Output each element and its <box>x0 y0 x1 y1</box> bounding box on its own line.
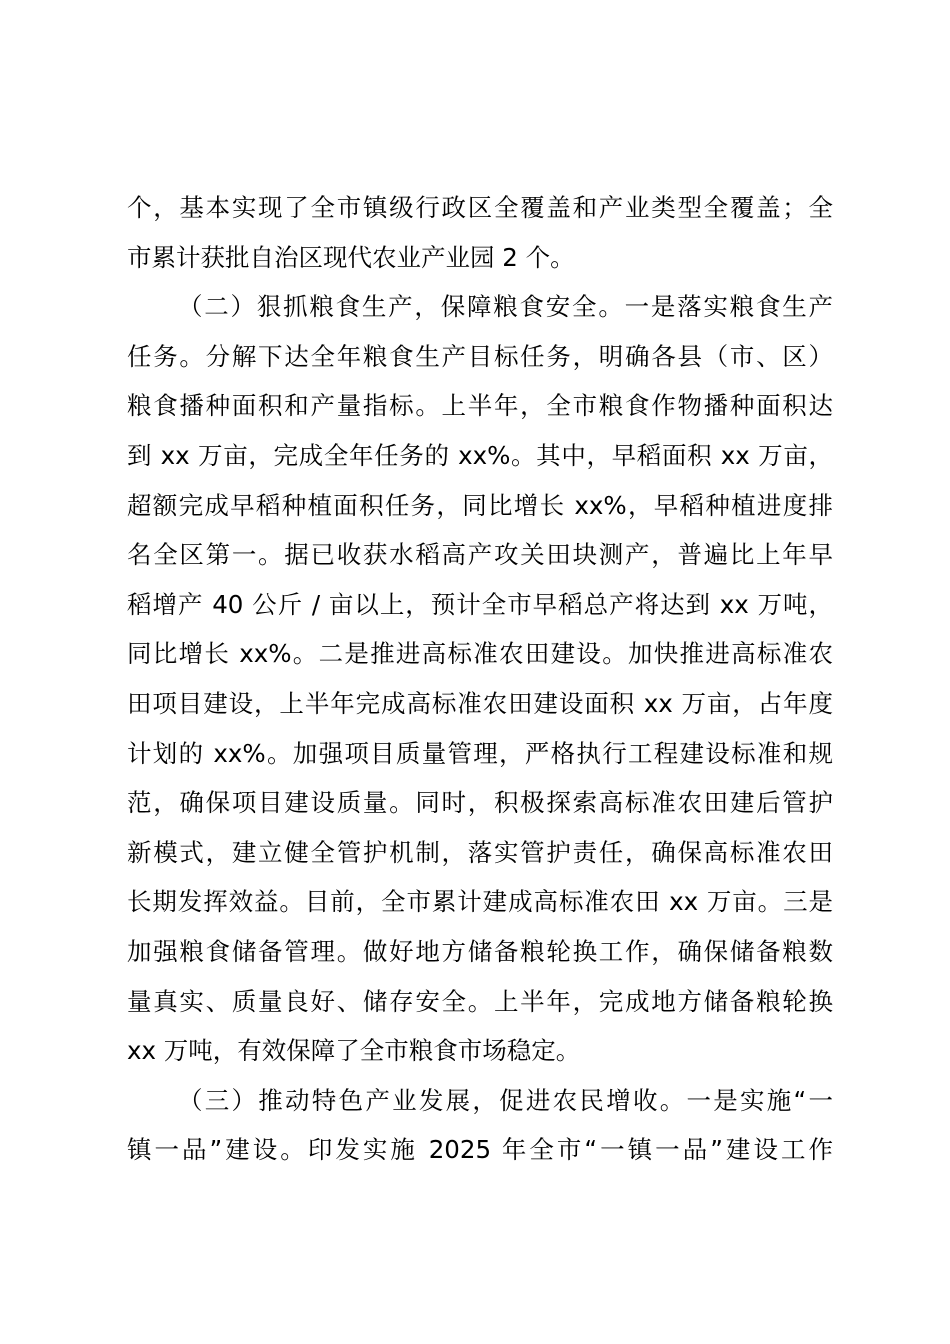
text-line: 同比增长 xx%。二是推进高标准农田建设。加快推进高标准农 <box>127 639 833 669</box>
text-line: 任务。分解下达全年粮食生产目标任务，明确各县（市、区） <box>127 341 833 371</box>
text-line: 个，基本实现了全市镇级行政区全覆盖和产业类型全覆盖；全 <box>127 193 833 222</box>
text-line: 镇一品”建设。印发实施 2025 年全市“一镇一品”建设工作 <box>127 1135 833 1165</box>
section-heading-line: （二）狠抓粮食生产，保障粮食安全。一是落实粮食生产 <box>178 292 833 322</box>
text-line: 新模式，建立健全管护机制，落实管护责任，确保高标准农田 <box>127 837 833 867</box>
text-line: 加强粮食储备管理。做好地方储备粮轮换工作，确保储备粮数 <box>127 936 833 966</box>
text-line: 长期发挥效益。目前，全市累计建成高标准农田 xx 万亩。三是 <box>127 887 833 917</box>
text-line: 计划的 xx%。加强项目质量管理，严格执行工程建设标准和规 <box>127 738 833 768</box>
text-line: 稻增产 40 公斤 / 亩以上，预计全市早稻总产将达到 xx 万吨， <box>127 589 833 619</box>
section-heading-line: （三）推动特色产业发展，促进农民增收。一是实施“一 <box>178 1085 833 1115</box>
text-line: 粮食播种面积和产量指标。上半年，全市粮食作物播种面积达 <box>127 391 833 421</box>
text-line: 市累计获批自治区现代农业产业园 2 个。 <box>127 242 575 272</box>
text-line: 名全区第一。据已收获水稻高产攻关田块测产，普遍比上年早 <box>127 540 833 570</box>
text-line: 超额完成早稻种植面积任务，同比增长 xx%，早稻种植进度排 <box>127 490 833 520</box>
text-line: 范，确保项目建设质量。同时，积极探索高标准农田建后管护 <box>127 788 833 818</box>
text-line: xx 万吨，有效保障了全市粮食市场稳定。 <box>127 1036 581 1066</box>
text-line: 田项目建设，上半年完成高标准农田建设面积 xx 万亩，占年度 <box>127 688 833 718</box>
text-line: 量真实、质量良好、储存安全。上半年，完成地方储备粮轮换 <box>127 986 833 1016</box>
text-line: 到 xx 万亩，完成全年任务的 xx%。其中，早稻面积 xx 万亩， <box>127 440 833 470</box>
body-text <box>127 183 833 1175</box>
